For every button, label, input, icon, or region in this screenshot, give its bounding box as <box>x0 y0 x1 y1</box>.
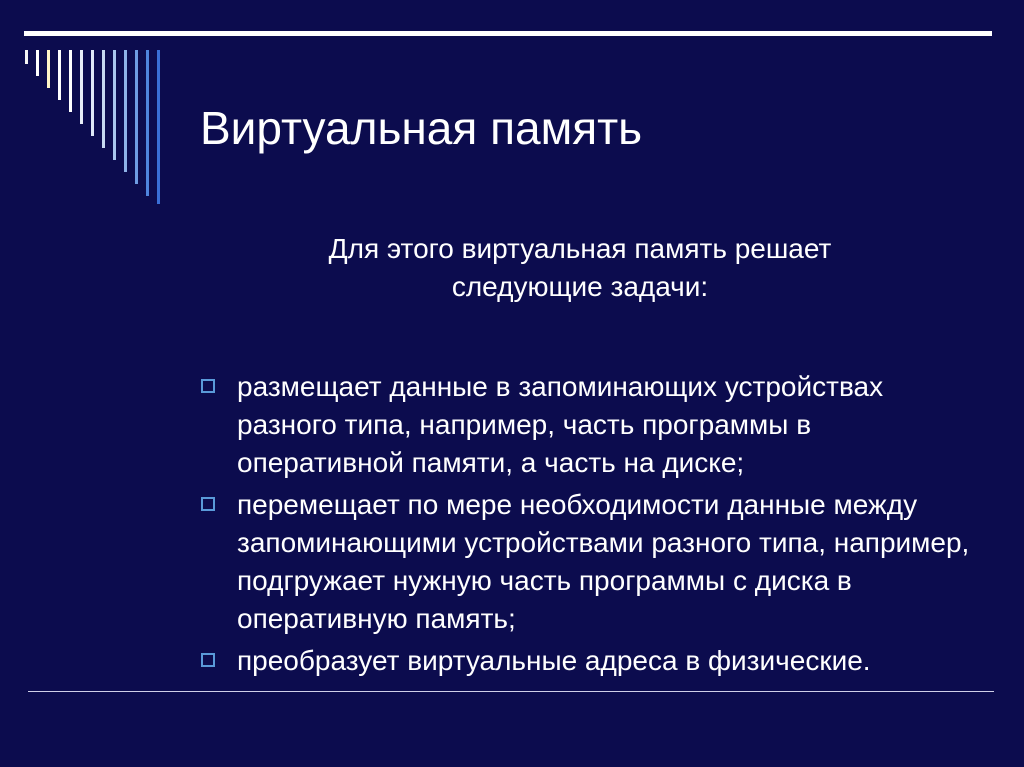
stripe <box>69 50 72 112</box>
stripe <box>113 50 116 160</box>
stripe <box>135 50 138 184</box>
intro-text <box>210 230 950 306</box>
bottom-divider <box>28 691 994 692</box>
intro-line-2: следующие задачи: <box>451 271 709 302</box>
stripe <box>146 50 149 196</box>
stripe <box>25 50 28 64</box>
stripe <box>58 50 61 100</box>
stripe <box>91 50 94 136</box>
bullet-text: размещает данные в запоминающих устройствах разного типа, например, часть программы в оперативной памяти, а часть на диске; <box>237 371 884 478</box>
stripe <box>102 50 105 148</box>
stripes-ornament-icon <box>0 0 180 210</box>
intro-line-1: Для этого виртуальная память решает <box>328 233 832 264</box>
list-item <box>200 368 980 482</box>
square-bullet-icon <box>201 653 215 667</box>
stripe <box>47 50 50 88</box>
square-bullet-icon <box>201 379 215 393</box>
bullet-list <box>200 368 980 684</box>
square-bullet-icon <box>201 497 215 511</box>
slide-title: Виртуальная память <box>200 102 643 154</box>
list-item <box>200 642 980 680</box>
stripe <box>36 50 39 76</box>
stripe <box>80 50 83 124</box>
list-item <box>200 486 980 638</box>
stripe <box>157 50 160 204</box>
bullet-text: перемещает по мере необходимости данные между запоминающими устройствами разного типа, например, подгружает нужную часть программы с диска в оперативную память; <box>237 489 970 634</box>
bullet-text: преобразует виртуальные адреса в физические. <box>237 645 871 676</box>
stripe <box>124 50 127 172</box>
